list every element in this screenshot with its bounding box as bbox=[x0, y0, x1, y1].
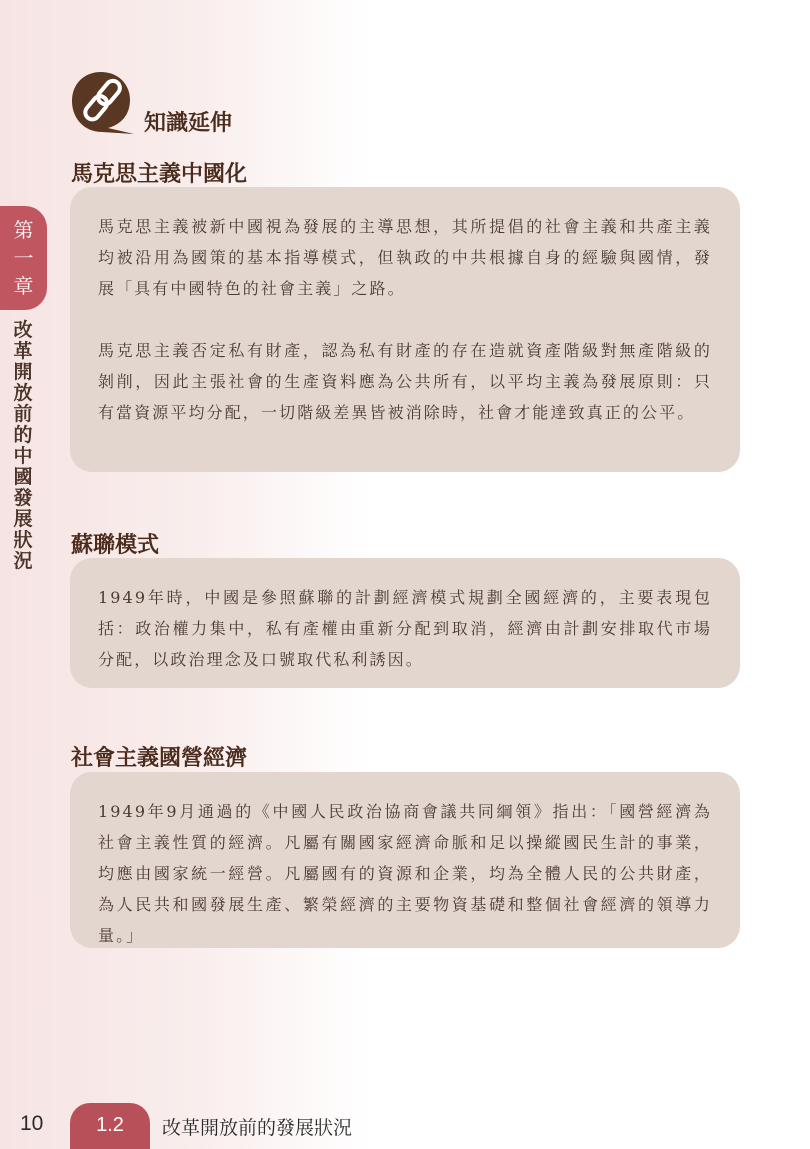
chapter-title-vertical: 改 革 開 放 前 的 中 國 發 展 狀 況 bbox=[13, 319, 33, 572]
chapter-tab bbox=[0, 206, 47, 310]
section-paragraph: 馬克思主義否定私有財產，認為私有財產的存在造就資產階級對無產階級的剝削，因此主張社會的生產資料應為公共所有，以平均主義為發展原則：只有當資源平均分配，一切階級差異皆被消除時，社會才能達致真正的公平。 bbox=[98, 341, 712, 422]
section-paragraph: 1949年9月通過的《中國人民政治協商會議共同綱領》指出：「國營經濟為社會主義性質的經濟。凡屬有關國家經濟命脈和足以操縱國民生計的事業，均應由國家統一經營。凡屬國有的資源和企業，均為全體人民的公共財產，為人民共和國發展生產、繁榮經濟的主要物資基礎和整個社會經濟的領導力量。」 bbox=[98, 802, 712, 945]
footer-section-title: 改革開放前的發展狀況 bbox=[162, 1117, 353, 1139]
section-paragraph: 馬克思主義被新中國視為發展的主導思想，其所提倡的社會主義和共產主義均被沿用為國策的基本指導模式，但執政的中共根據自身的經驗與國情，發展「具有中國特色的社會主義」之路。 bbox=[98, 217, 712, 298]
knowledge-extension-label: 知識延伸 bbox=[144, 111, 233, 136]
knowledge-extension-header bbox=[68, 68, 368, 138]
section-box bbox=[70, 558, 740, 688]
page-number: 10 bbox=[20, 1112, 44, 1135]
section-box bbox=[70, 772, 740, 948]
chapter-tab-char: 一 bbox=[13, 246, 34, 270]
section-number-tab: 1.2 bbox=[70, 1103, 150, 1149]
chain-link-icon bbox=[68, 68, 134, 134]
section-paragraph: 1949年時，中國是參照蘇聯的計劃經濟模式規劃全國經濟的，主要表現包括：政治權力集中，私有產權由重新分配到取消，經濟由計劃安排取代市場分配，以政治理念及口號取代私利誘因。 bbox=[98, 588, 712, 669]
section-box bbox=[70, 187, 740, 472]
chapter-tab-char: 第 bbox=[13, 218, 34, 242]
section-title: 蘇聯模式 bbox=[71, 533, 160, 558]
section-title: 社會主義國營經濟 bbox=[71, 746, 248, 771]
section-title: 馬克思主義中國化 bbox=[71, 162, 248, 187]
chapter-tab-char: 章 bbox=[13, 274, 34, 298]
